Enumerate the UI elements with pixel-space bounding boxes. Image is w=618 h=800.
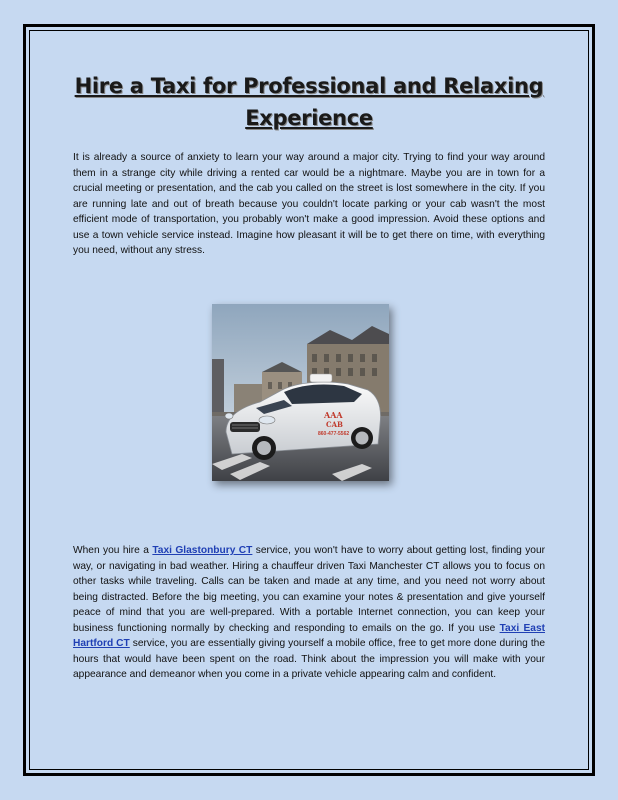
- taxi-photo: [212, 304, 389, 481]
- intro-paragraph: It is already a source of anxiety to learn your way around a major city. Trying to find your way around them in a strange city while driving a rented car would be a nightmare. Maybe you are in town for a crucial meeting or presentation, and the cab you called on the street is lost somewhere in the city. If you are running late and out of breath because you couldn't locate parking or your cab wasn't the most efficient mode of transportation, you probably won't make a good impression. Avoid these options and use a town vehicle service instead. Imagine how pleasant it will be to get there on time, with everything you need, without any stress.: [73, 152, 545, 256]
- page-title: Hire a Taxi for Professional and Relaxing Experience: [74, 74, 544, 130]
- services-text-3: service, you are essentially giving yourself a mobile office, free to get more done during the hours that would have been spent on the road. Think about the impression you will make with your appearance and demeanor when you come in a private vehicle appearing calm and confident.: [73, 638, 545, 680]
- services-paragraph: [73, 543, 545, 683]
- car-sign-line1: AAA: [324, 410, 343, 420]
- taxi-photo-illustration: [212, 304, 389, 481]
- services-text-2: service, you won't have to worry about getting lost, finding your way, or navigating in bad weather. Hiring a chauffeur driven Taxi Manchester CT allows you to focus on other tasks while traveling. Calls can be taken and made at any time, and you need not worry about being distracted. Before the big meeting, you can examine your notes & presentation and give yourself peace of mind that you are well-prepared. With a portable Internet connection, you can keep your business functioning normally by checking and responding to emails on the go. If you use: [73, 545, 546, 634]
- services-text-1: When you hire a: [73, 545, 153, 556]
- car-phone-number: 860-477-5562: [318, 431, 350, 437]
- taxi-glastonbury-link[interactable]: Taxi Glastonbury CT: [152, 545, 253, 556]
- car-sign-line2: CAB: [326, 420, 343, 429]
- taxi-east-hartford-link[interactable]: Taxi East Hartford CT: [73, 622, 545, 649]
